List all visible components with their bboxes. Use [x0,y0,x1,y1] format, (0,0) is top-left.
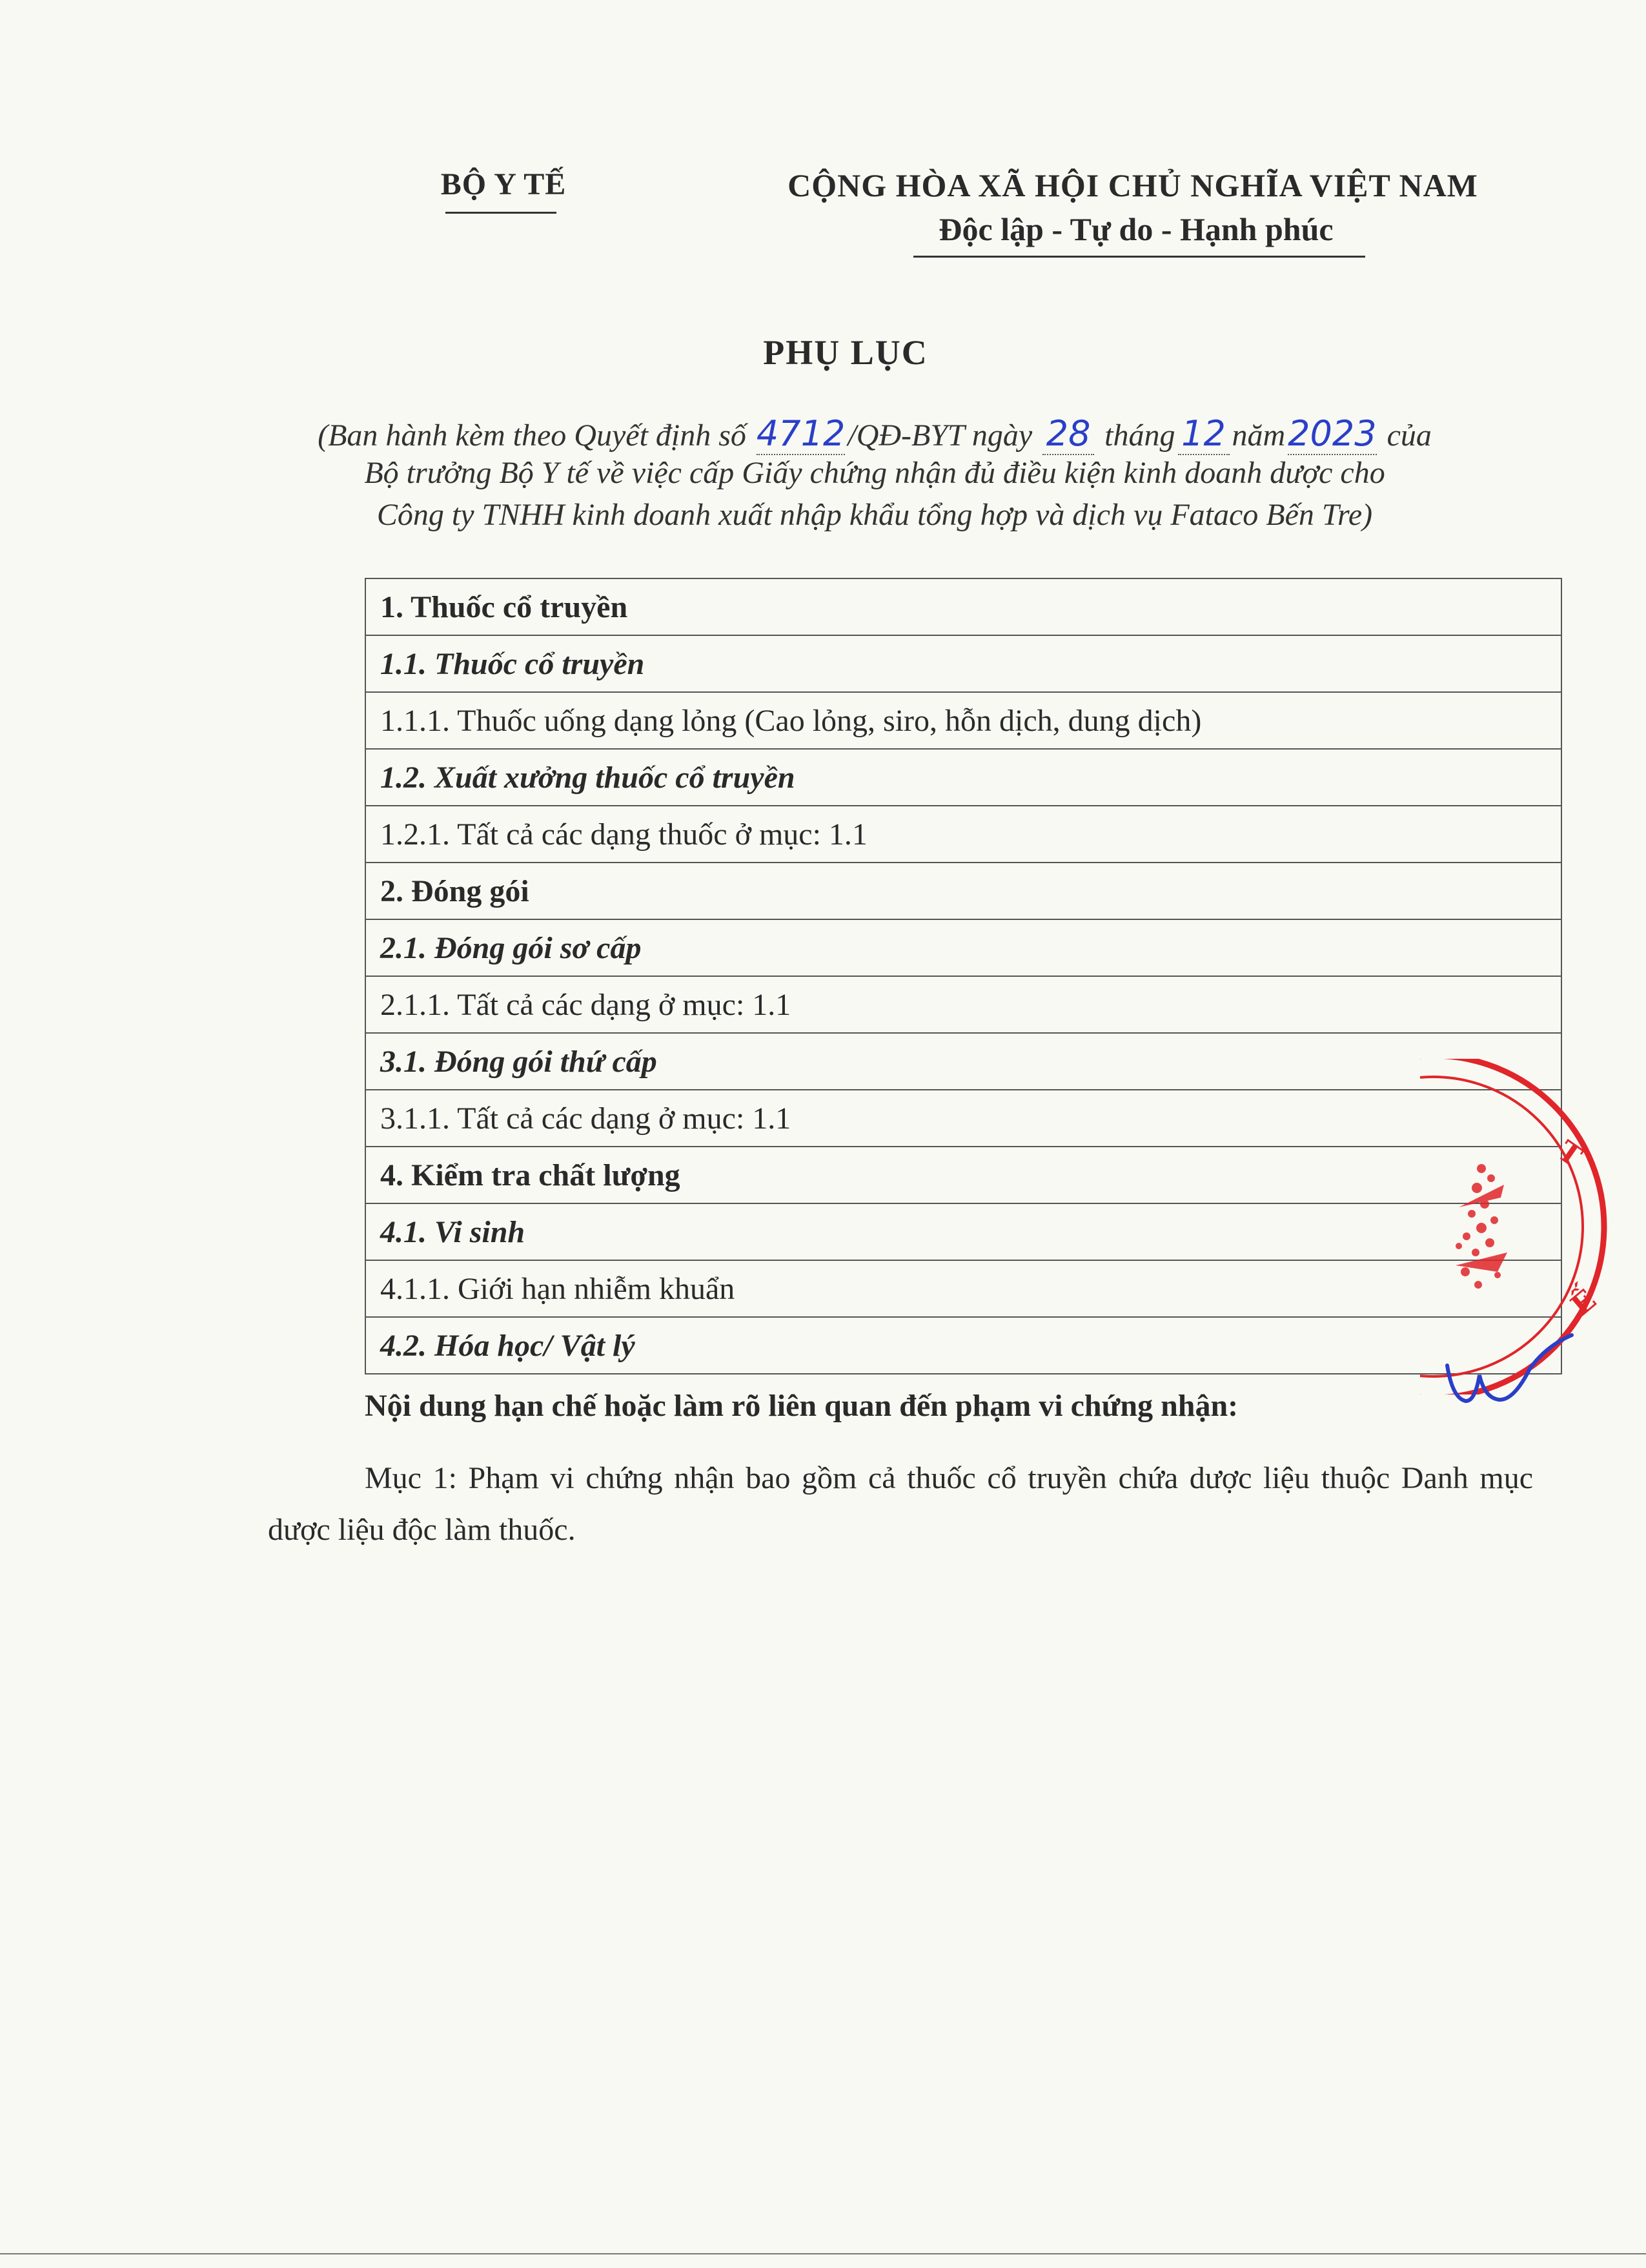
scope-cell: 2.1. Đóng gói sơ cấp [365,919,1561,976]
table-row [365,806,1561,863]
scope-cell: 1.2. Xuất xưởng thuốc cổ truyền [365,749,1561,806]
restrictions-heading: Nội dung hạn chế hoặc làm rõ liên quan đến phạm vi chứng nhận: [365,1389,1239,1423]
scope-cell: 2. Đóng gói [365,863,1561,919]
national-motto: Độc lập - Tự do - Hạnh phúc [939,211,1334,247]
ministry-name: BỘ Y TẾ [440,167,567,201]
table-row [365,635,1561,692]
document-title: PHỤ LỤC [763,333,928,372]
table-row [365,863,1561,919]
scope-cell: 2.1.1. Tất cả các dạng ở mục: 1.1 [365,976,1561,1033]
scope-cell: 3.1.1. Tất cả các dạng ở mục: 1.1 [365,1090,1561,1147]
scope-cell: 4.1.1. Giới hạn nhiễm khuẩn [365,1260,1561,1317]
scope-cell: 1.1.1. Thuốc uống dạng lỏng (Cao lỏng, siro, hỗn dịch, dung dịch) [365,692,1561,749]
subtitle-text: /QĐ-BYT ngày [848,418,1033,453]
table-row [365,1260,1561,1317]
table-row [365,749,1561,806]
table-row [365,1147,1561,1203]
scope-cell: 4.2. Hóa học/ Vật lý [365,1317,1561,1374]
scope-cell: 3.1. Đóng gói thứ cấp [365,1033,1561,1090]
decision-day: 28 [1042,413,1094,455]
table-row [365,1033,1561,1090]
subtitle-text: tháng [1104,418,1175,453]
subtitle-line-2: Bộ trưởng Bộ Y tế về việc cấp Giấy chứng nhận đủ điều kiện kinh doanh dược cho [364,456,1385,490]
nation-name: CỘNG HÒA XÃ HỘI CHỦ NGHĨA VIỆT NAM [787,167,1478,203]
table-row [365,578,1561,635]
motto-underline [913,256,1365,258]
subtitle-text: của [1387,418,1432,453]
page-bottom-edge [0,2253,1646,2254]
scope-cell: 4. Kiểm tra chất lượng [365,1147,1561,1203]
subtitle-text: (Ban hành kèm theo Quyết định số [318,418,746,453]
subtitle-line-3: Công ty TNHH kinh doanh xuất nhập khẩu tổng hợp và dịch vụ Fataco Bến Tre) [376,498,1373,532]
scope-cell: 4.1. Vi sinh [365,1203,1561,1260]
table-row [365,976,1561,1033]
scope-cell: 1. Thuốc cổ truyền [365,578,1561,635]
restrictions-paragraph: Mục 1: Phạm vi chứng nhận bao gồm cả thuốc cổ truyền chứa dược liệu thuộc Danh mục dược liệu độc làm thuốc. [268,1461,1533,1547]
decision-year: 2023 [1288,413,1377,454]
handwritten-initials [1439,1330,1581,1414]
ministry-underline [445,212,556,214]
table-row [365,919,1561,976]
table-row [365,1090,1561,1147]
scope-cell: 1.1. Thuốc cổ truyền [365,635,1561,692]
subtitle-text: năm [1232,418,1286,453]
certification-scope-table [365,578,1562,1374]
table-row [365,1317,1561,1374]
scope-cell: 1.2.1. Tất cả các dạng thuốc ở mục: 1.1 [365,806,1561,863]
svg-text:T: T [1551,1134,1588,1174]
decision-month: 12 [1178,413,1230,455]
subtitle-line-1 [245,413,1504,455]
svg-text:Ế: Ế [1565,1283,1603,1323]
table-row [365,1203,1561,1260]
decision-number: 4712 [756,413,846,454]
table-row [365,692,1561,749]
